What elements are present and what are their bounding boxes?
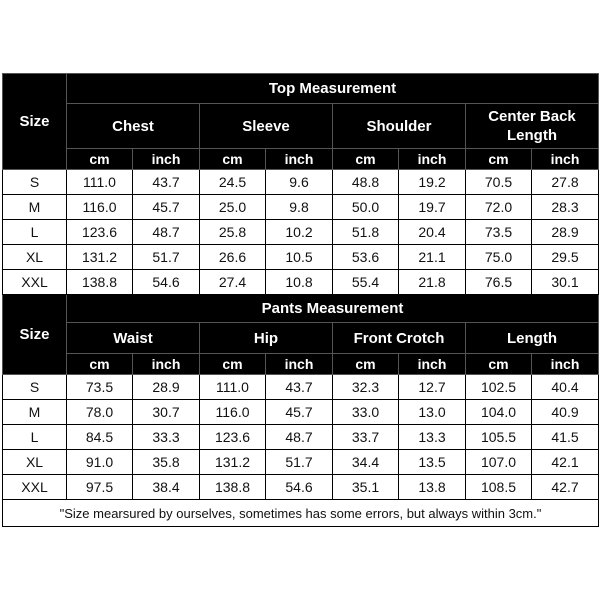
pants-unit-inch: inch [133, 354, 200, 375]
top-value-cell: 48.7 [133, 220, 200, 245]
top-table-row [3, 170, 599, 195]
pants-table-row [3, 375, 599, 400]
top-unit-inch: inch [266, 149, 333, 170]
top-value-cell: 123.6 [67, 220, 133, 245]
top-group-center-back-length-label: Center Back Length [488, 108, 576, 144]
top-value-cell: 50.0 [333, 195, 399, 220]
pants-value-cell: 123.6 [200, 425, 266, 450]
pants-unit-cm: cm [67, 354, 133, 375]
pants-value-cell: 33.0 [333, 400, 399, 425]
pants-value-cell: 33.7 [333, 425, 399, 450]
top-value-cell: 48.8 [333, 170, 399, 195]
pants-unit-inch: inch [266, 354, 333, 375]
pants-value-cell: 97.5 [67, 475, 133, 500]
pants-value-cell: 138.8 [200, 475, 266, 500]
top-measurement-section [3, 74, 599, 295]
top-size-header: Size [3, 74, 67, 170]
pants-value-cell: 41.5 [532, 425, 599, 450]
top-value-cell: 111.0 [67, 170, 133, 195]
top-value-cell: 43.7 [133, 170, 200, 195]
pants-value-cell: 40.9 [532, 400, 599, 425]
top-value-cell: 51.8 [333, 220, 399, 245]
pants-value-cell: 38.4 [133, 475, 200, 500]
pants-value-cell: 40.4 [532, 375, 599, 400]
pants-value-cell: 35.1 [333, 475, 399, 500]
pants-value-cell: 30.7 [133, 400, 200, 425]
pants-value-cell: 91.0 [67, 450, 133, 475]
pants-value-cell: 116.0 [200, 400, 266, 425]
top-measurement-title: Top Measurement [67, 74, 599, 104]
top-table-row [3, 270, 599, 295]
pants-table-row [3, 450, 599, 475]
pants-value-cell: 107.0 [466, 450, 532, 475]
top-value-cell: 30.1 [532, 270, 599, 295]
pants-value-cell: 13.8 [399, 475, 466, 500]
pants-size-cell: XL [3, 450, 67, 475]
pants-value-cell: 42.7 [532, 475, 599, 500]
top-table-row [3, 245, 599, 270]
pants-value-cell: 43.7 [266, 375, 333, 400]
top-value-cell: 21.1 [399, 245, 466, 270]
top-value-cell: 54.6 [133, 270, 200, 295]
pants-unit-cm: cm [200, 354, 266, 375]
top-value-cell: 28.3 [532, 195, 599, 220]
top-value-cell: 10.8 [266, 270, 333, 295]
top-size-cell: L [3, 220, 67, 245]
pants-group-hip: Hip [200, 323, 333, 354]
top-value-cell: 19.2 [399, 170, 466, 195]
top-table-row [3, 195, 599, 220]
top-value-cell: 75.0 [466, 245, 532, 270]
pants-group-length: Length [466, 323, 599, 354]
pants-size-cell: XXL [3, 475, 67, 500]
top-value-cell: 116.0 [67, 195, 133, 220]
top-size-cell: S [3, 170, 67, 195]
pants-value-cell: 51.7 [266, 450, 333, 475]
top-table-row [3, 220, 599, 245]
pants-value-cell: 84.5 [67, 425, 133, 450]
top-value-cell: 24.5 [200, 170, 266, 195]
pants-table-row [3, 425, 599, 450]
pants-value-cell: 42.1 [532, 450, 599, 475]
top-value-cell: 27.8 [532, 170, 599, 195]
top-unit-cm: cm [200, 149, 266, 170]
pants-size-cell: M [3, 400, 67, 425]
pants-value-cell: 12.7 [399, 375, 466, 400]
top-value-cell: 25.0 [200, 195, 266, 220]
top-value-cell: 131.2 [67, 245, 133, 270]
pants-value-cell: 104.0 [466, 400, 532, 425]
size-chart [2, 73, 599, 527]
pants-value-cell: 13.0 [399, 400, 466, 425]
top-value-cell: 9.6 [266, 170, 333, 195]
pants-value-cell: 111.0 [200, 375, 266, 400]
top-value-cell: 25.8 [200, 220, 266, 245]
top-value-cell: 27.4 [200, 270, 266, 295]
pants-value-cell: 108.5 [466, 475, 532, 500]
pants-unit-cm: cm [333, 354, 399, 375]
pants-value-cell: 105.5 [466, 425, 532, 450]
top-size-cell: M [3, 195, 67, 220]
top-value-cell: 55.4 [333, 270, 399, 295]
pants-value-cell: 78.0 [67, 400, 133, 425]
top-unit-inch: inch [532, 149, 599, 170]
top-value-cell: 26.6 [200, 245, 266, 270]
top-unit-cm: cm [333, 149, 399, 170]
pants-value-cell: 102.5 [466, 375, 532, 400]
pants-size-header: Size [3, 295, 67, 375]
pants-group-waist: Waist [67, 323, 200, 354]
pants-unit-inch: inch [532, 354, 599, 375]
pants-table-row [3, 400, 599, 425]
top-value-cell: 19.7 [399, 195, 466, 220]
pants-value-cell: 28.9 [133, 375, 200, 400]
pants-unit-cm: cm [466, 354, 532, 375]
pants-value-cell: 73.5 [67, 375, 133, 400]
measurement-note: "Size mearsured by ourselves, sometimes has some errors, but always within 3cm." [3, 500, 599, 527]
top-group-shoulder: Shoulder [333, 104, 466, 149]
top-value-cell: 29.5 [532, 245, 599, 270]
top-value-cell: 70.5 [466, 170, 532, 195]
top-value-cell: 10.2 [266, 220, 333, 245]
pants-value-cell: 32.3 [333, 375, 399, 400]
top-group-center-back-length [466, 104, 599, 149]
pants-measurement-section [3, 295, 599, 500]
top-value-cell: 28.9 [532, 220, 599, 245]
top-group-sleeve: Sleeve [200, 104, 333, 149]
pants-size-cell: L [3, 425, 67, 450]
top-size-cell: XXL [3, 270, 67, 295]
top-value-cell: 138.8 [67, 270, 133, 295]
top-value-cell: 76.5 [466, 270, 532, 295]
pants-group-front-crotch: Front Crotch [333, 323, 466, 354]
top-value-cell: 20.4 [399, 220, 466, 245]
pants-value-cell: 45.7 [266, 400, 333, 425]
pants-value-cell: 33.3 [133, 425, 200, 450]
pants-value-cell: 48.7 [266, 425, 333, 450]
pants-value-cell: 13.5 [399, 450, 466, 475]
top-unit-cm: cm [67, 149, 133, 170]
top-value-cell: 53.6 [333, 245, 399, 270]
top-value-cell: 73.5 [466, 220, 532, 245]
top-size-cell: XL [3, 245, 67, 270]
top-value-cell: 9.8 [266, 195, 333, 220]
pants-measurement-title: Pants Measurement [67, 295, 599, 323]
pants-unit-inch: inch [399, 354, 466, 375]
pants-value-cell: 34.4 [333, 450, 399, 475]
top-unit-inch: inch [399, 149, 466, 170]
top-unit-cm: cm [466, 149, 532, 170]
top-unit-inch: inch [133, 149, 200, 170]
pants-size-cell: S [3, 375, 67, 400]
pants-value-cell: 131.2 [200, 450, 266, 475]
pants-value-cell: 13.3 [399, 425, 466, 450]
top-value-cell: 21.8 [399, 270, 466, 295]
pants-value-cell: 35.8 [133, 450, 200, 475]
top-value-cell: 72.0 [466, 195, 532, 220]
top-group-chest: Chest [67, 104, 200, 149]
top-value-cell: 10.5 [266, 245, 333, 270]
pants-table-row [3, 475, 599, 500]
size-chart-table [2, 73, 599, 527]
top-value-cell: 45.7 [133, 195, 200, 220]
top-value-cell: 51.7 [133, 245, 200, 270]
pants-value-cell: 54.6 [266, 475, 333, 500]
